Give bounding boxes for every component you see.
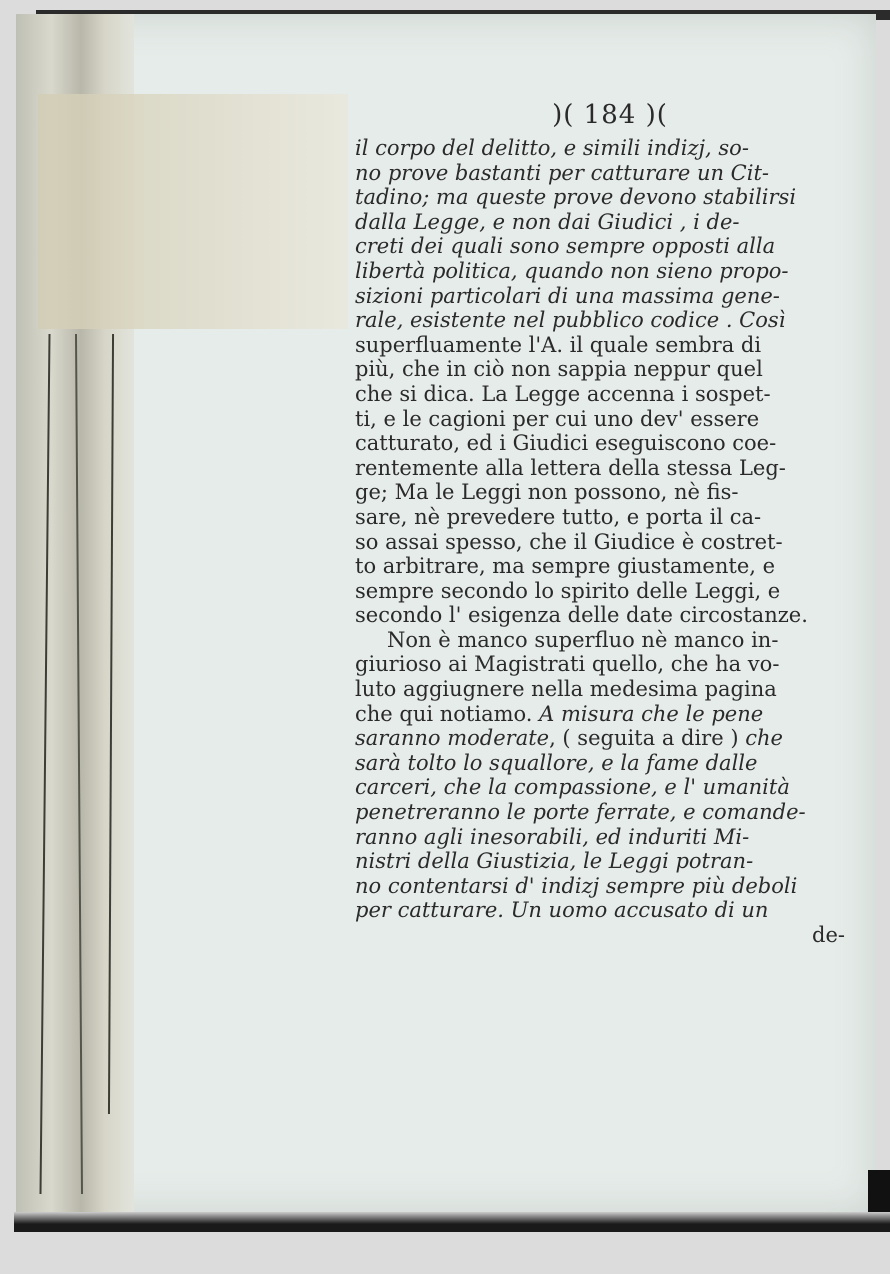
- text-block: [355, 100, 855, 948]
- paper-stain: [38, 94, 348, 329]
- text-line: che qui notiamo. A misura che le pene: [355, 701, 764, 726]
- page-number: )( 184 )(: [552, 100, 668, 130]
- text-line: rale, esistente nel pubblico codice . Così: [355, 308, 786, 333]
- text-line: penetreranno le porte ferrate, e comande-: [355, 800, 806, 825]
- text-line: tadino; ma queste prove devono stabilirsi: [355, 185, 797, 210]
- text-line: so assai spesso, che il Giudice è costret-: [355, 529, 783, 554]
- text-line: sarà tolto lo squallore, e la fame dalle: [355, 750, 758, 775]
- spine-crease: [39, 334, 50, 1194]
- text-line: no prove bastanti per catturare un Cit-: [355, 160, 770, 185]
- text-line: secondo l' esigenza delle date circostanze.: [355, 603, 808, 628]
- body-text: [355, 136, 855, 923]
- spine-crease: [75, 334, 83, 1194]
- text-line: libertà politica, quando non sieno propo-: [355, 258, 789, 283]
- text-line: luto aggiugnere nella medesima pagina: [355, 677, 777, 702]
- text-line: superfluamente l'A. il quale sembra di: [355, 332, 762, 357]
- text-line: catturato, ed i Giudici eseguiscono coe-: [355, 431, 777, 456]
- book-spine: [16, 14, 134, 1214]
- text-line: Non è manco superfluo nè manco in-: [387, 627, 779, 652]
- text-line: ranno agli inesorabili, ed induriti Mi-: [355, 824, 750, 849]
- text-line: sizioni particolari di una massima gene-: [355, 283, 780, 308]
- catchword: de-: [812, 923, 845, 947]
- text-line: nistri della Giustizia, le Leggi potran-: [355, 849, 754, 874]
- spine-crease: [108, 334, 114, 1114]
- text-line: no contentarsi d' indizj sempre più deboli: [355, 873, 798, 898]
- text-line: to arbitrare, ma sempre giustamente, e: [355, 554, 776, 579]
- text-line: sare, nè prevedere tutto, e porta il ca-: [355, 504, 762, 529]
- text-line: sempre secondo lo spirito delle Leggi, e: [355, 578, 781, 603]
- text-line: ti, e le cagioni per cui uno dev' essere: [355, 406, 760, 431]
- text-line: per catturare. Un uomo accusato di un: [355, 898, 769, 923]
- text-line: più, che in ciò non sappia neppur quel: [355, 357, 763, 382]
- text-line: dalla Legge, e non dai Giudici , i de-: [355, 209, 740, 234]
- text-line: creti dei quali sono sempre opposti alla: [355, 234, 776, 259]
- text-line: giurioso ai Magistrati quello, che ha vo-: [355, 652, 780, 677]
- text-line: ge; Ma le Leggi non possono, nè fis-: [355, 480, 739, 505]
- scan-edge-bottom: [14, 1212, 890, 1232]
- text-line: carceri, che la compassione, e l' umanità: [355, 775, 790, 800]
- text-line: rentemente alla lettera della stessa Leg-: [355, 455, 786, 480]
- text-line: il corpo del delitto, e simili indizj, so-: [355, 136, 749, 160]
- text-line: che si dica. La Legge accenna i sospet-: [355, 381, 771, 406]
- text-line: saranno moderate, ( seguita a dire ) che: [355, 726, 783, 751]
